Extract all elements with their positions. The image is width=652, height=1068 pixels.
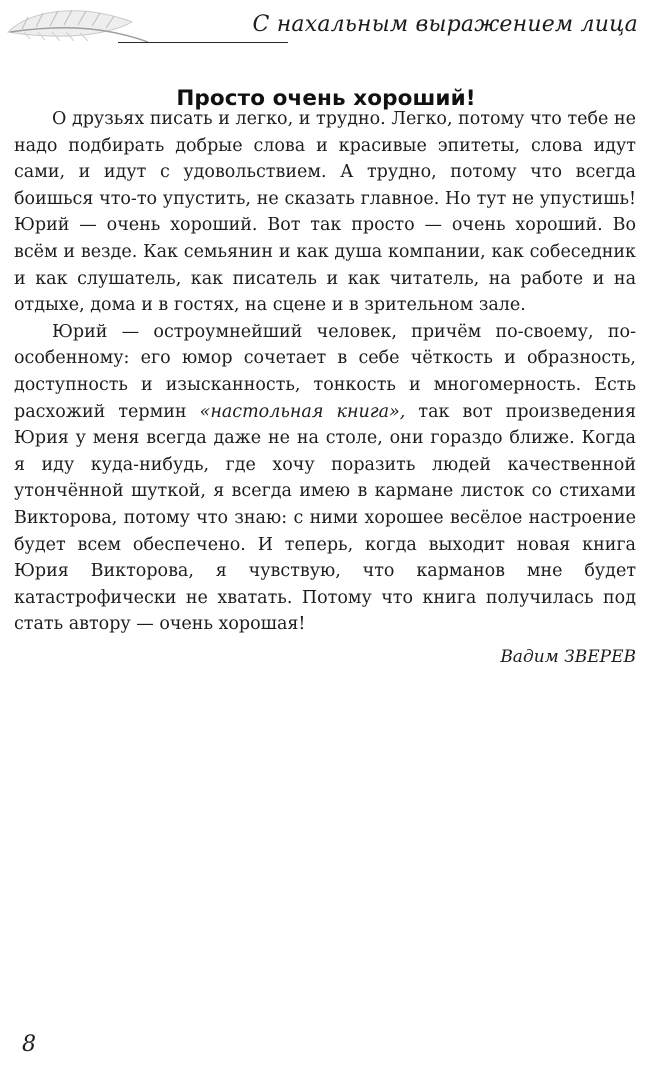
paragraph-1-text: О друзьях писать и легко, и трудно. Легко, потому что тебе не надо подбирать добрые слова и красивые эпитеты, слова идут сами, и идут с удовольствием. А трудно, потому что всегда боишься что-то упустить, не сказать главное. Но тут не упустишь! Юрий — очень хороший. Вот так просто — очень хороший. Во всём и везде. Как семьянин и как душа компании, как собеседник и как слушатель, как писатель и как читатель, на работе и на отдыхе, дома и в гостях, на сцене и в зрительном зале. [14, 109, 636, 316]
article-body [14, 106, 636, 667]
paragraph-2-emphasis: «настольная книга», [199, 401, 406, 422]
paragraph-2-text-start: Юрий — остроумнейший человек, причём по-своему, по-особенному: его юмор сочетает в себе чёткость и образность, доступность и изысканность, тонкость и многомерность. Есть расхожий термин [14, 321, 636, 422]
header-rule [118, 42, 288, 43]
paragraph-2 [14, 319, 636, 638]
page-header [0, 0, 652, 56]
paragraph-1 [14, 106, 636, 319]
running-title: С нахальным выражением лица [252, 12, 638, 37]
article-title: Просто очень хороший! [176, 86, 476, 112]
paragraph-2-text-end: так вот произведения Юрия у меня всегда даже не на столе, они гораздо ближе. Когда я иду куда-нибудь, где хочу поразить людей качественной утончённой шуткой, я всегда имею в кармане листок со стихами Викторова, потому что знаю: с ними хорошее весёлое настроение будет всем обеспечено. И теперь, когда выходит новая книга Юрия Викторова, я чувствую, что карманов мне будет катастрофически не хватать. Потому что книга получилась под стать автору — очень хорошая! [14, 401, 636, 635]
feather-icon [2, 2, 152, 52]
page-number: 8 [22, 1032, 36, 1057]
author-signature: Вадим ЗВЕРЕВ [500, 646, 636, 667]
